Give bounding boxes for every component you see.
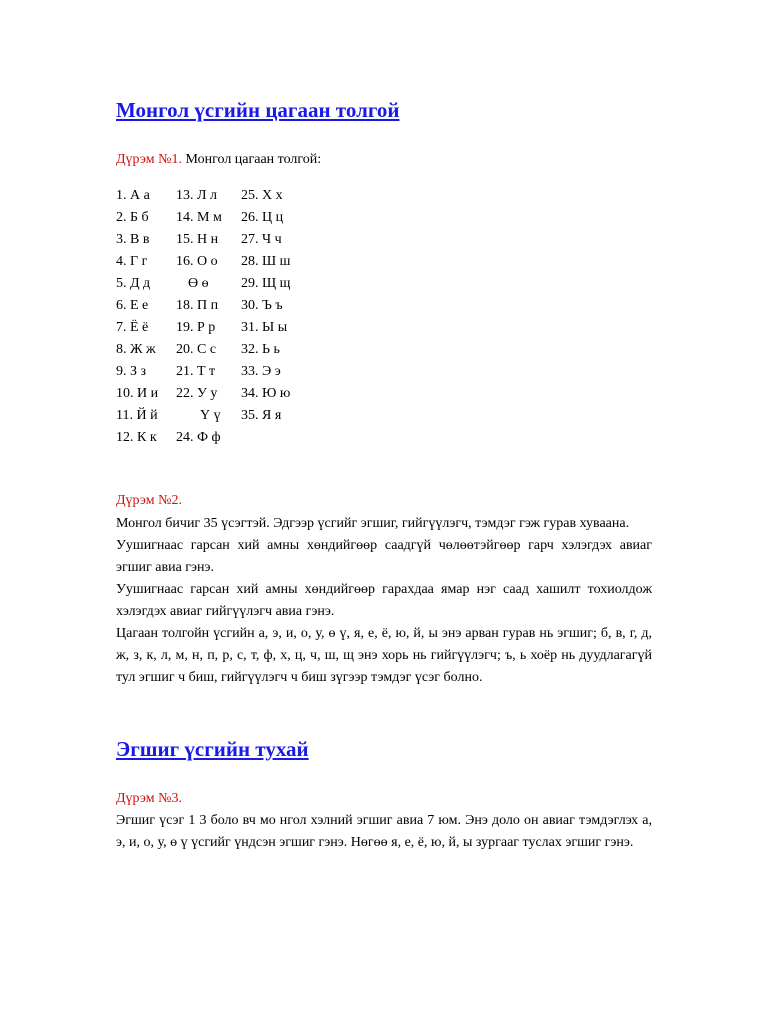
alphabet-letter: 27. Ч ч <box>241 232 282 247</box>
rule-2-body <box>116 513 652 689</box>
alphabet-letter: 29. Щ щ <box>241 276 291 291</box>
alphabet-letter: 30. Ъ ъ <box>241 298 283 313</box>
alphabet-column-1 <box>116 185 158 449</box>
alphabet-letter: 12. К к <box>116 430 157 445</box>
alphabet-letter: 8. Ж ж <box>116 342 156 357</box>
alphabet-letter: 4. Г г <box>116 254 148 269</box>
alphabet-letter: 21. Т т <box>176 364 216 379</box>
alphabet-letter: Ү ү <box>200 408 221 423</box>
alphabet-letter: 28. Ш ш <box>241 254 291 269</box>
alphabet-letter: 33. Э э <box>241 364 281 379</box>
alphabet-letter: Ө ө <box>188 276 209 291</box>
rule-2-label: Дүрэм №2. <box>116 493 183 508</box>
alphabet-letter: 6. Е е <box>116 298 149 313</box>
alphabet-letter: 25. Х х <box>241 188 283 203</box>
alphabet-letter: 3. В в <box>116 232 150 247</box>
alphabet-letter: 14. М м <box>176 210 222 225</box>
alphabet-column-2 <box>176 185 222 449</box>
alphabet-letter: 34. Ю ю <box>241 386 291 401</box>
alphabet-letter: 7. Ё ё <box>116 320 149 335</box>
rule-3-label: Дүрэм №3. <box>116 791 183 806</box>
paragraph: Уушигнаас гарсан хий амны хөндийгөөр саадгүй чөлөөтэйгөөр гарч хэлэгдэх авиаг эгшиг авиа гэнэ. <box>116 538 652 575</box>
rule-1-line <box>116 151 321 169</box>
alphabet-letter: 5. Д д <box>116 276 151 291</box>
paragraph: Монгол бичиг 35 үсэгтэй. Эдгээр үсгийг эгшиг, гийгүүлэгч, тэмдэг гэж гурав хуваана. <box>116 516 630 531</box>
alphabet-letter: 32. Ь ь <box>241 342 280 357</box>
rule-1-text: Монгол цагаан толгой: <box>182 152 322 167</box>
alphabet-letter: 24. Ф ф <box>176 430 221 445</box>
alphabet-letter: 10. И и <box>116 386 159 401</box>
paragraph: Цагаан толгойн үсгийн а, э, и, о, у, ө ү, я, е, ё, ю, й, ы энэ арван гурав нь эгшиг; б, в, г, д, ж, з, к, л, м, н, п, р, с, т, ф, х, ц, ч, ш, щ энэ хорь нь гийгүүлэгч; ъ, ь хоёр нь дуудлагагүй тул эгшиг ч биш, гийгүүлэгч ч биш зүгээр тэмдэг үсэг болно. <box>116 626 652 685</box>
alphabet-letter: 35. Я я <box>241 408 282 423</box>
alphabet-letter: 20. С с <box>176 342 217 357</box>
alphabet-letter: 31. Ы ы <box>241 320 288 335</box>
rule-3-line <box>116 790 182 808</box>
paragraph: Уушигнаас гарсан хий амны хөндийгөөр гарахдаа ямар нэг саад хашилт тохиолдож хэлэгдэх авиаг гийгүүлэгч авиа гэнэ. <box>116 582 652 619</box>
alphabet-letter: 18. П п <box>176 298 219 313</box>
alphabet-letter: 2. Б б <box>116 210 149 225</box>
heading-mongolian-alphabet[interactable]: Монгол үсгийн цагаан толгой <box>116 98 400 122</box>
heading-vowels[interactable]: Эгшиг үсгийн тухай <box>116 737 309 761</box>
alphabet-letter: 13. Л л <box>176 188 217 203</box>
alphabet-letter: 19. Р р <box>176 320 216 335</box>
alphabet-letter: 11. Й й <box>116 408 158 423</box>
alphabet-letter: 1. А а <box>116 188 150 203</box>
alphabet-letter: 15. Н н <box>176 232 219 247</box>
rule-1-label: Дүрэм №1. <box>116 152 183 167</box>
paragraph: Эгшиг үсэг 1 3 боло вч мо нгол хэлний эгшиг авиа 7 юм. Энэ доло он авиаг тэмдэглэх а, э, и, о, у, ө ү үсгийг үндсэн эгшиг гэнэ. Нөгөө я, е, ё, ю, й, ы зургааг туслах эгшиг гэнэ. <box>116 813 652 850</box>
rule-3-body <box>116 810 652 854</box>
alphabet-letter: 9. З з <box>116 364 147 379</box>
alphabet-letter: 22. У у <box>176 386 218 401</box>
alphabet-letter: 26. Ц ц <box>241 210 284 225</box>
alphabet-column-3 <box>241 185 290 427</box>
alphabet-letter: 16. О о <box>176 254 218 269</box>
rule-2-line <box>116 492 182 510</box>
